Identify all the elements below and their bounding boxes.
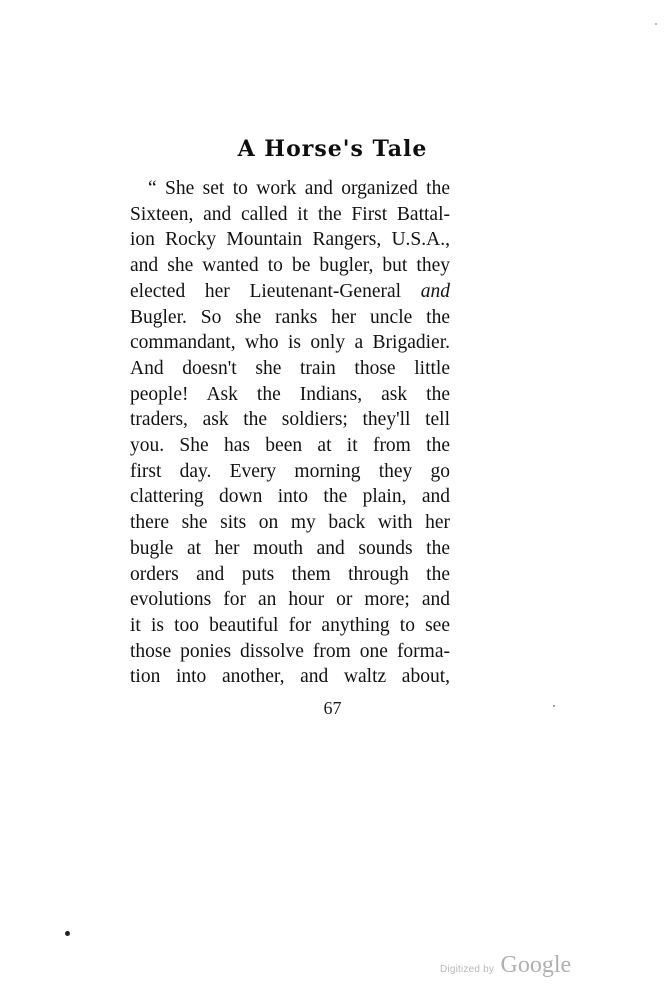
text-line: there she sits on my back with her — [130, 512, 450, 534]
text-line: ion Rocky Mountain Rangers, U.S.A., — [130, 229, 450, 251]
text-line: evolutions for an hour or more; and — [130, 589, 450, 611]
text-line: And doesn't she train those little — [130, 357, 450, 379]
scan-speck — [655, 23, 657, 25]
italic-word: and — [420, 280, 450, 302]
text-line: Bugler. So she ranks her uncle the — [130, 306, 450, 328]
text-line: and she wanted to be bugler, but they — [130, 255, 450, 277]
text-line: it is too beautiful for anything to see — [130, 614, 450, 636]
watermark-prefix: Digitized by — [440, 964, 495, 975]
text-line-segment: elected her Lieutenant-General — [130, 280, 421, 302]
text-line: commandant, who is only a Brigadier. — [130, 332, 450, 354]
page-number: 67 — [323, 698, 342, 718]
text-line: bugle at her mouth and sounds the — [130, 537, 450, 559]
text-line: “ She set to work and organized the — [148, 178, 450, 199]
google-logo: Google — [500, 952, 572, 978]
scan-speck — [553, 705, 555, 707]
text-line: orders and puts them through the — [130, 563, 450, 585]
text-line: people! Ask the Indians, ask the — [130, 383, 450, 405]
text-line: tion into another, and waltz about, — [130, 666, 450, 688]
text-line: first day. Every morning they go — [130, 460, 450, 482]
digitized-watermark — [440, 952, 571, 979]
text-line: traders, ask the soldiers; they'll tell — [130, 409, 450, 431]
text-line-with-italic — [130, 279, 450, 305]
running-head-title: A Horse's Tale — [237, 136, 428, 162]
text-line: you. She has been at it from the — [130, 435, 450, 457]
text-line: those ponies dissolve from one forma- — [130, 640, 450, 662]
text-line: clattering down into the plain, and — [130, 486, 450, 508]
body-paragraph — [130, 176, 450, 690]
scan-speck — [65, 931, 70, 936]
text-line: Sixteen, and called it the First Battal- — [130, 203, 450, 225]
